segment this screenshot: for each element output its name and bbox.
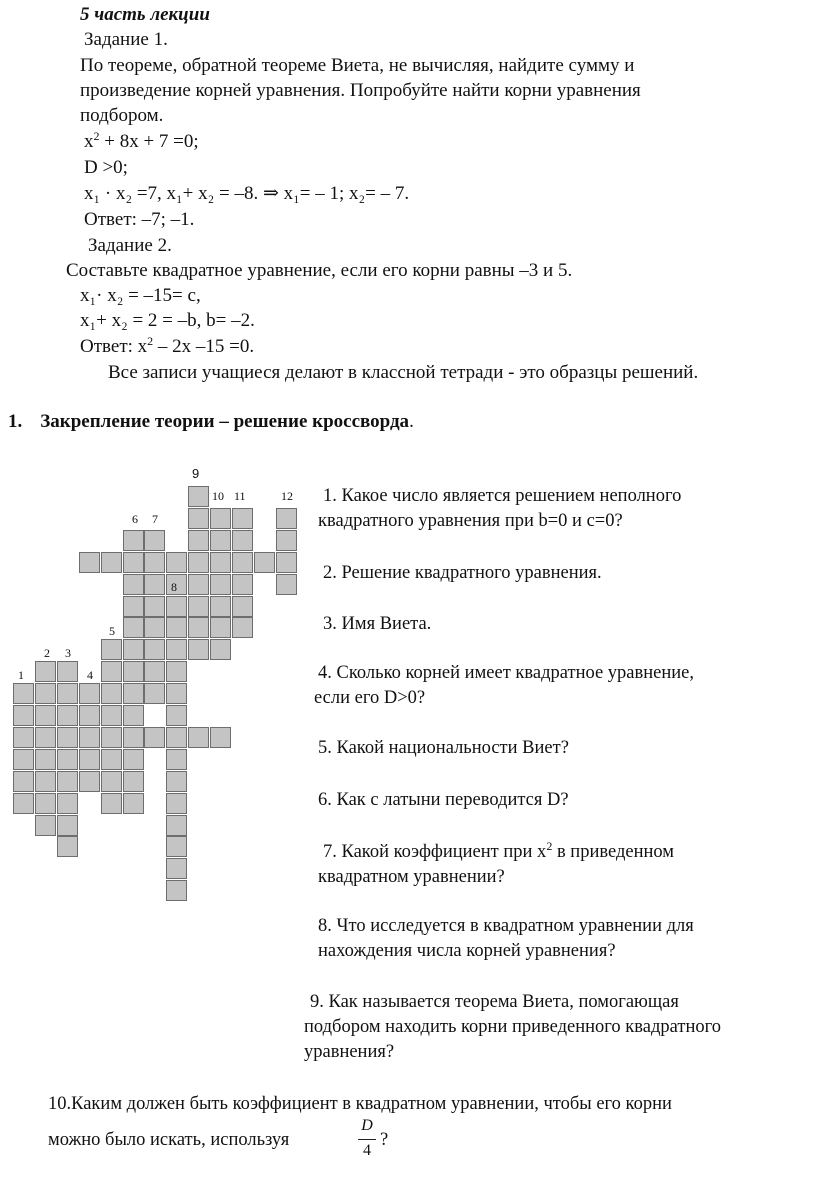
crossword-cell <box>144 639 165 660</box>
crossword-cell <box>166 705 187 726</box>
crossword-cell <box>57 683 78 704</box>
question-5: 5. Какой национальности Виет? <box>318 738 569 758</box>
crossword-cell <box>57 749 78 770</box>
crossword-cell <box>166 749 187 770</box>
answer-prefix: Ответ: x <box>80 336 148 357</box>
task2-line-1: x₁· x₂ = –15= c, <box>80 285 201 306</box>
crossword-cell <box>79 552 100 573</box>
question-2: 2. Решение квадратного уравнения. <box>323 563 602 583</box>
crossword-cell <box>188 727 209 748</box>
task2-note: Все записи учащиеся делают в классной тетради - это образцы решений. <box>108 362 699 383</box>
crossword-cell <box>210 617 231 638</box>
task1-text-line-1: По теореме, обратной теореме Виета, не вычисляя, найдите сумму и <box>80 55 635 76</box>
q7-exponent: 2 <box>546 839 553 853</box>
crossword-cell <box>188 574 209 595</box>
crossword-cell <box>13 749 34 770</box>
crossword-cell <box>123 574 144 595</box>
crossword-cell <box>35 771 56 792</box>
section-number: 1. <box>8 411 23 432</box>
crossword-cell <box>166 836 187 857</box>
clue-number-2: 2 <box>44 646 50 660</box>
section-title: Закрепление теории – решение кроссворда <box>40 411 410 432</box>
task1-equation <box>84 131 199 153</box>
crossword-cell <box>35 661 56 682</box>
crossword-cell <box>57 771 78 792</box>
answer-rest: – 2x –15 =0. <box>153 336 255 357</box>
crossword-cell <box>35 749 56 770</box>
task1-text-line-3: подбором. <box>80 105 164 126</box>
crossword-cell <box>144 727 165 748</box>
task1-heading: Задание 1. <box>84 29 168 50</box>
section-period: . <box>409 411 414 432</box>
question-6: 6. Как с латыни переводится D? <box>318 790 569 810</box>
crossword-cell <box>13 727 34 748</box>
crossword-cell <box>188 639 209 660</box>
fraction-denominator: 4 <box>363 1142 371 1159</box>
crossword-cell <box>166 727 187 748</box>
crossword-cell <box>232 574 253 595</box>
crossword-cell <box>232 552 253 573</box>
lecture-title: 5 часть лекции <box>80 4 210 25</box>
question-1-line-2: квадратного уравнения при b=0 и c=0? <box>318 511 623 531</box>
crossword-cell <box>57 793 78 814</box>
crossword-cell <box>166 639 187 660</box>
question-10-end: ? <box>380 1130 389 1150</box>
crossword-cell <box>210 552 231 573</box>
crossword-cell <box>144 552 165 573</box>
crossword-cell <box>276 574 297 595</box>
fraction-numerator: D <box>361 1117 373 1134</box>
crossword-cell <box>101 771 122 792</box>
clue-number-5: 5 <box>109 624 115 638</box>
crossword-cell <box>232 508 253 529</box>
crossword-cell <box>13 683 34 704</box>
question-7-line-1 <box>323 840 674 865</box>
crossword-cell <box>35 815 56 836</box>
crossword-cell <box>123 683 144 704</box>
question-7-line-2: квадратном уравнении? <box>318 867 505 887</box>
task1-text-line-2: произведение корней уравнения. Попробуйте найти корни уравнения <box>80 80 641 101</box>
crossword-cell <box>101 683 122 704</box>
crossword-cell <box>79 771 100 792</box>
task1-answer: Ответ: –7; –1. <box>84 209 195 230</box>
crossword-cell <box>57 836 78 857</box>
task1-vieta-relations: x₁ · x₂ =7, x₁+ x₂ = –8. ⇒ x₁= – 1; x₂= – 7. <box>84 183 410 204</box>
question-9-line-2: подбором находить корни приведенного квадратного <box>304 1017 721 1037</box>
crossword-cell <box>123 705 144 726</box>
question-9-line-1: 9. Как называется теорема Виета, помогающая <box>310 992 679 1012</box>
clue-number-6: 6 <box>132 512 138 526</box>
crossword-cell <box>13 793 34 814</box>
crossword-cell <box>166 815 187 836</box>
crossword-cell <box>166 596 187 617</box>
crossword-cell <box>101 552 122 573</box>
crossword-cell <box>123 793 144 814</box>
clue-number-7: 7 <box>152 512 158 526</box>
crossword-cell <box>166 683 187 704</box>
crossword-cell <box>57 815 78 836</box>
crossword-cell <box>79 705 100 726</box>
question-8-line-1: 8. Что исследуется в квадратном уравнении для <box>318 916 694 936</box>
task2-heading: Задание 2. <box>88 235 172 256</box>
question-9-line-3: уравнения? <box>304 1042 395 1062</box>
clue-number-9: 9 <box>192 466 200 481</box>
crossword-cell <box>166 661 187 682</box>
q7-text-rest: в приведенном <box>552 842 674 862</box>
crossword-cell <box>123 727 144 748</box>
question-1-line-1: 1. Какое число является решением неполного <box>323 486 682 506</box>
crossword-cell <box>210 508 231 529</box>
crossword-cell <box>210 574 231 595</box>
clue-number-10: 10 <box>212 489 224 503</box>
crossword-cell <box>57 661 78 682</box>
crossword-cell <box>101 639 122 660</box>
crossword-cell <box>57 705 78 726</box>
crossword-cell <box>232 530 253 551</box>
crossword-cell <box>144 661 165 682</box>
question-4-line-1: 4. Сколько корней имеет квадратное уравнение, <box>318 663 694 683</box>
crossword-cell <box>79 749 100 770</box>
crossword-cell <box>232 617 253 638</box>
crossword-cell <box>101 705 122 726</box>
crossword-cell <box>188 596 209 617</box>
crossword-cell <box>35 683 56 704</box>
crossword-cell <box>123 661 144 682</box>
crossword-cell <box>166 617 187 638</box>
crossword-cell <box>144 574 165 595</box>
clue-number-1: 1 <box>18 668 24 682</box>
crossword-cell <box>188 486 209 507</box>
crossword-cell <box>210 530 231 551</box>
crossword-cell <box>79 727 100 748</box>
crossword-cell <box>144 530 165 551</box>
crossword-cell <box>101 749 122 770</box>
question-10-line-2: можно было искать, используя <box>48 1130 290 1150</box>
crossword-cell <box>210 727 231 748</box>
crossword-cell <box>144 596 165 617</box>
task2-line-2: x₁+ x₂ = 2 = –b, b= –2. <box>80 310 255 331</box>
clue-number-8: 8 <box>171 580 177 594</box>
crossword-cell <box>101 793 122 814</box>
crossword-cell <box>101 727 122 748</box>
crossword-cell <box>123 617 144 638</box>
crossword-cell <box>166 858 187 879</box>
crossword-cell <box>144 617 165 638</box>
crossword-cell <box>232 596 253 617</box>
crossword-cell <box>13 705 34 726</box>
question-8-line-2: нахождения числа корней уравнения? <box>318 941 616 961</box>
crossword-cell <box>166 793 187 814</box>
q7-text: 7. Какой коэффициент при x <box>323 842 547 862</box>
crossword-cell <box>123 596 144 617</box>
eq-rest: + 8x + 7 =0; <box>99 131 199 152</box>
eq-base: x <box>84 131 94 152</box>
crossword-cell <box>188 617 209 638</box>
answer-exponent: 2 <box>147 334 154 348</box>
crossword-cell <box>188 530 209 551</box>
crossword-cell <box>166 880 187 901</box>
crossword-cell <box>13 771 34 792</box>
crossword-cell <box>101 661 122 682</box>
crossword-cell <box>123 552 144 573</box>
crossword-cell <box>166 771 187 792</box>
crossword-cell <box>210 596 231 617</box>
crossword-cell <box>254 552 275 573</box>
clue-number-3: 3 <box>65 646 71 660</box>
task2-answer <box>80 336 254 358</box>
question-10-line-1: 10.Каким должен быть коэффициент в квадратном уравнении, чтобы его корни <box>48 1094 672 1114</box>
crossword-cell <box>123 530 144 551</box>
question-4-line-2: если его D>0? <box>314 688 426 708</box>
crossword-cell <box>123 749 144 770</box>
crossword-cell <box>166 552 187 573</box>
crossword-cell <box>276 508 297 529</box>
clue-number-4: 4 <box>87 668 93 682</box>
fraction-bar <box>358 1139 376 1140</box>
crossword-cell <box>276 530 297 551</box>
crossword-cell <box>144 683 165 704</box>
crossword-cell <box>35 793 56 814</box>
eq-exponent: 2 <box>93 129 100 143</box>
crossword-cell <box>79 683 100 704</box>
crossword-cell <box>188 552 209 573</box>
crossword-cell <box>35 705 56 726</box>
clue-number-12: 12 <box>281 489 293 503</box>
task1-discriminant: D >0; <box>84 157 128 178</box>
crossword-cell <box>276 552 297 573</box>
crossword-cell <box>123 639 144 660</box>
crossword-cell <box>57 727 78 748</box>
crossword-cell <box>210 639 231 660</box>
crossword-cell <box>35 727 56 748</box>
crossword-cell <box>188 508 209 529</box>
crossword-cell <box>123 771 144 792</box>
question-3: 3. Имя Виета. <box>323 614 432 634</box>
task2-text: Составьте квадратное уравнение, если его корни равны –3 и 5. <box>66 260 573 281</box>
clue-number-11: 11 <box>234 489 246 503</box>
section-heading <box>8 411 414 433</box>
